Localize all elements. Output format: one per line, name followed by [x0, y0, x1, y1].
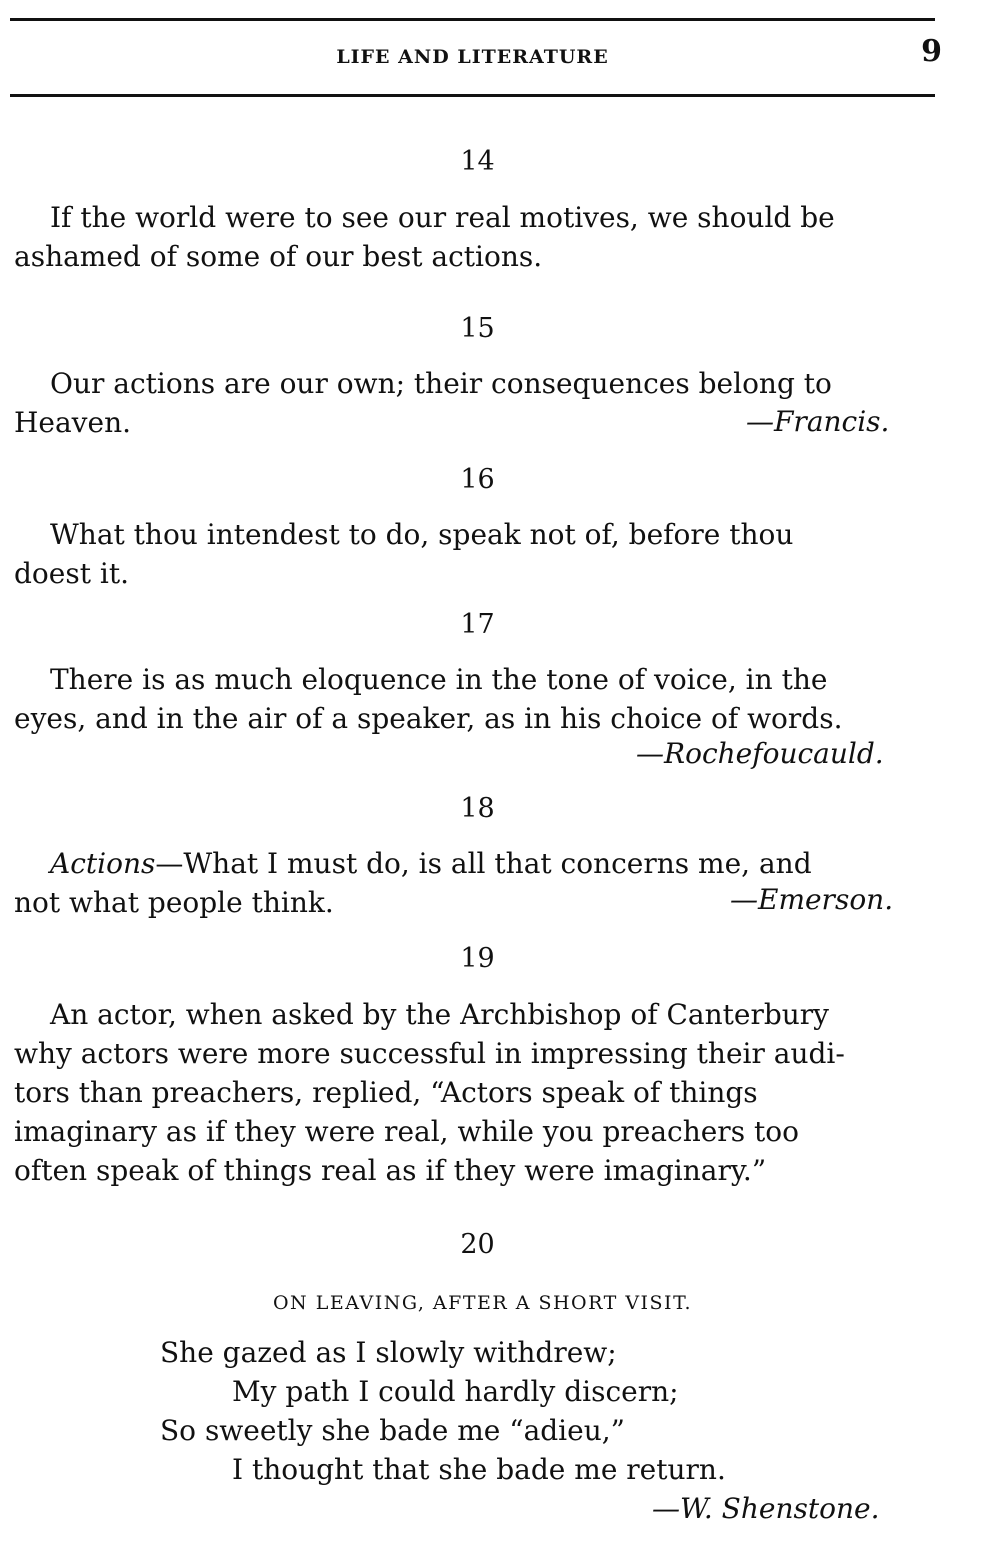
entry-text-14 [14, 198, 944, 276]
entry-18-line-1 [14, 844, 944, 883]
entry-15-line-2: Heaven. [14, 406, 132, 439]
entry-text-17 [14, 660, 944, 738]
attribution-emerson: —Emerson. [730, 883, 894, 916]
entry-text-16 [14, 515, 944, 593]
entry-19-line-4: imaginary as if they were real, while you preachers too [14, 1115, 799, 1148]
entry-19-line-1: An actor, when asked by the Archbishop of Canterbury [50, 998, 829, 1031]
verse-line-4: I thought that she bade me return. [232, 1453, 726, 1486]
poem-title: ON LEAVING, AFTER A SHORT VISIT. [272, 1292, 692, 1314]
running-title: LIFE AND LITERATURE [336, 46, 609, 68]
entry-17-line-1: There is as much eloquence in the tone of voice, in the [50, 663, 828, 696]
verse-line-1: She gazed as I slowly withdrew; [160, 1336, 617, 1369]
entry-number-14: 14 [460, 146, 495, 177]
entry-number-19: 19 [460, 943, 495, 974]
header-underline-rule [10, 94, 935, 97]
entry-text-19 [14, 995, 944, 1190]
entry-18-line-1-rest: —What I must do, is all that concerns me, and [155, 847, 812, 880]
entry-19-line-2: why actors were more successful in impressing their audi- [14, 1037, 845, 1070]
entry-number-17: 17 [460, 609, 495, 640]
verse-line-2: My path I could hardly discern; [232, 1375, 679, 1408]
entry-number-15: 15 [460, 313, 495, 344]
entry-number-18: 18 [460, 793, 495, 824]
verse-line-3: So sweetly she bade me “adieu,” [160, 1414, 625, 1447]
entry-15-line-1: Our actions are our own; their consequences belong to [50, 367, 832, 400]
entry-17-line-2: eyes, and in the air of a speaker, as in his choice of words. [14, 702, 843, 735]
entry-number-20: 20 [460, 1229, 495, 1260]
attribution-francis: —Francis. [746, 405, 890, 438]
entry-16-line-1: What thou intendest to do, speak not of, before thou [50, 518, 794, 551]
attribution-shenstone: —W. Shenstone. [652, 1492, 880, 1525]
entry-18-line-2: not what people think. [14, 886, 334, 919]
attribution-rochefoucauld: —Rochefoucauld. [636, 737, 884, 770]
entry-16-line-2: doest it. [14, 557, 129, 590]
top-rule [10, 18, 935, 21]
entry-19-line-5: often speak of things real as if they were imaginary.” [14, 1154, 767, 1187]
entry-14-line-2: ashamed of some of our best actions. [14, 240, 543, 273]
entry-number-16: 16 [460, 464, 495, 495]
entry-19-line-3: tors than preachers, replied, “Actors speak of things [14, 1076, 758, 1109]
page-number: 9 [921, 34, 942, 69]
entry-18-lead-word: Actions [50, 847, 156, 880]
entry-14-line-1: If the world were to see our real motives, we should be [50, 201, 835, 234]
